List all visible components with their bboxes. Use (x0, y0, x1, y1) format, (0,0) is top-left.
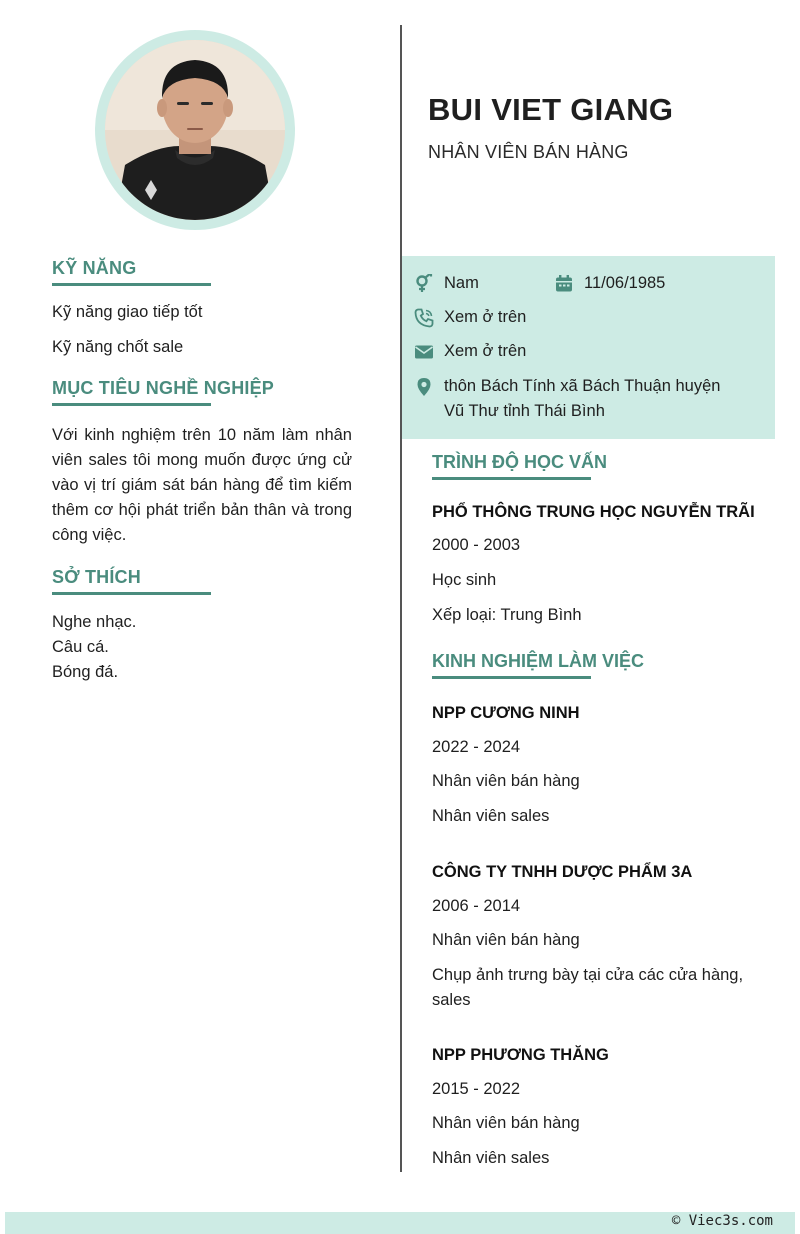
hobbies-underline (52, 592, 211, 595)
gender-icon (414, 274, 434, 294)
calendar-icon (554, 274, 574, 294)
experience-title: KINH NGHIỆM LÀM VIỆC (432, 651, 645, 671)
hobby-item: Nghe nhạc. (52, 613, 137, 631)
skill-item: Kỹ năng chốt sale (52, 338, 184, 356)
education-section (432, 452, 772, 628)
email-text: Xem ở trên (444, 342, 527, 360)
dob-row (554, 274, 665, 296)
address-text (444, 374, 720, 424)
gender-text: Nam (444, 274, 479, 292)
job-position: Nhân viên bán hàng (432, 772, 580, 790)
hobby-item: Câu cá. (52, 638, 109, 656)
job-entry (432, 1046, 772, 1171)
envelope-icon (414, 342, 434, 362)
objective-text: Với kinh nghiệm trên 10 năm làm nhân viên sales tôi mong muốn được ứng cử vào vị trí giám sát bán hàng để tìm kiếm thêm cơ hội phát triển bản thân và trong công việc. (52, 426, 352, 544)
contact-panel (402, 256, 775, 439)
job-company: CÔNG TY TNHH DƯỢC PHẨM 3A (432, 863, 693, 881)
job-period: 2006 - 2014 (432, 897, 521, 915)
job-description: Chụp ảnh trưng bày tại cửa các cửa hàng, sales (432, 966, 744, 1009)
avatar (105, 40, 285, 220)
skill-item: Kỹ năng giao tiếp tốt (52, 303, 203, 321)
job-description: Nhân viên sales (432, 1149, 550, 1167)
phone-text: Xem ở trên (444, 308, 527, 326)
email-row (414, 342, 526, 364)
skills-underline (52, 283, 211, 286)
school-name: PHỔ THÔNG TRUNG HỌC NGUYỄN TRÃI (432, 503, 755, 521)
phone-icon (414, 308, 434, 328)
job-company: NPP PHƯƠNG THĂNG (432, 1046, 609, 1064)
footer-bar (5, 1212, 795, 1234)
education-period: 2000 - 2003 (432, 536, 521, 554)
candidate-name: BUI VIET GIANG (428, 92, 674, 127)
education-underline (432, 477, 591, 480)
objective-underline (52, 403, 211, 406)
gender-row (414, 274, 479, 296)
address-line-2: Vũ Thư tỉnh Thái Bình (444, 402, 605, 420)
skills-title: KỸ NĂNG (52, 258, 137, 278)
education-grade: Xếp loại: Trung Bình (432, 606, 582, 624)
job-company: NPP CƯƠNG NINH (432, 704, 580, 722)
job-position: Nhân viên bán hàng (432, 1114, 580, 1132)
job-entry (432, 863, 772, 1013)
job-description: Nhân viên sales (432, 807, 550, 825)
objective-title: MỤC TIÊU NGHỀ NGHIỆP (52, 378, 275, 398)
hobbies-title: SỞ THÍCH (52, 567, 141, 587)
footer-credit[interactable]: © Viec3s.com (671, 1213, 773, 1229)
address-line-1: thôn Bách Tính xã Bách Thuận huyện (444, 377, 721, 395)
job-period: 2022 - 2024 (432, 738, 521, 756)
phone-row (414, 308, 526, 330)
education-title: TRÌNH ĐỘ HỌC VẤN (432, 452, 607, 472)
hobbies-section (52, 567, 352, 685)
avatar-frame (95, 30, 295, 230)
job-position: Nhân viên bán hàng (432, 931, 580, 949)
experience-section (432, 651, 772, 679)
candidate-role: NHÂN VIÊN BÁN HÀNG (428, 142, 629, 162)
hobby-item: Bóng đá. (52, 663, 119, 681)
job-entry (432, 704, 772, 829)
job-period: 2015 - 2022 (432, 1080, 521, 1098)
education-major: Học sinh (432, 571, 497, 589)
map-pin-icon (414, 377, 434, 397)
column-divider (400, 25, 402, 1172)
dob-text: 11/06/1985 (584, 274, 666, 292)
address-row (414, 377, 720, 424)
objective-section (52, 378, 352, 548)
experience-underline (432, 676, 591, 679)
skills-section (52, 258, 352, 360)
